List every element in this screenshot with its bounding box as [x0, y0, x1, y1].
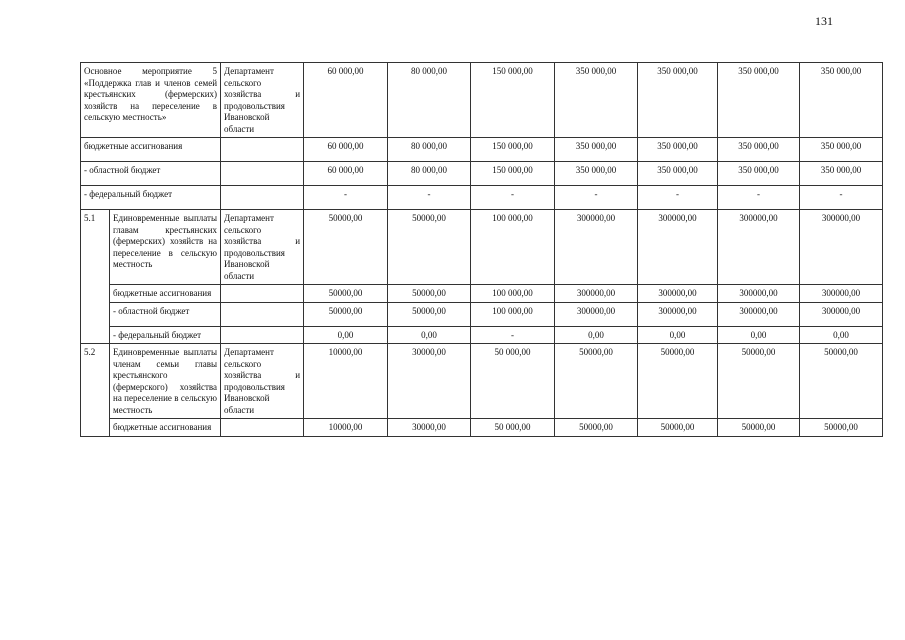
value-cell: - [555, 186, 638, 210]
value-cell: 50000,00 [304, 302, 388, 326]
value-cell: 150 000,00 [471, 162, 555, 186]
value-cell: 300000,00 [800, 210, 883, 285]
budget-row [81, 138, 883, 162]
value-cell: 300000,00 [800, 285, 883, 303]
value-cell: 0,00 [638, 326, 718, 344]
value-cell: 0,00 [388, 326, 471, 344]
row-label: - областной бюджет [81, 162, 221, 186]
empty-cell [221, 186, 304, 210]
empty-cell [221, 138, 304, 162]
budget-row [81, 326, 883, 344]
sub-event-row [81, 344, 883, 419]
value-cell: 50 000,00 [471, 419, 555, 437]
value-cell: 100 000,00 [471, 285, 555, 303]
value-cell: 50000,00 [304, 285, 388, 303]
value-cell: 300000,00 [638, 210, 718, 285]
sub-event-number: 5.2 [81, 344, 110, 437]
sub-event-executor: Департамент сельского хозяйства и продовольствия Ивановской области [221, 344, 304, 419]
value-cell: 10000,00 [304, 344, 388, 419]
value-cell: 350 000,00 [718, 162, 800, 186]
value-cell: 350 000,00 [638, 63, 718, 138]
value-cell: 50000,00 [718, 344, 800, 419]
value-cell: 50000,00 [555, 344, 638, 419]
value-cell: 50000,00 [555, 419, 638, 437]
value-cell: 50000,00 [718, 419, 800, 437]
row-label: - федеральный бюджет [110, 326, 221, 344]
value-cell: 350 000,00 [718, 138, 800, 162]
value-cell: - [471, 186, 555, 210]
sub-event-name: Единовременные выплаты главам крестьянских (фермерских) хозяйств на переселение в сельскую местность [110, 210, 221, 285]
main-event-name: Основное мероприятие 5 «Поддержка глав и членов семей крестьянских (фермерских) хозяйств на переселение в сельскую местность» [81, 63, 221, 138]
value-cell: 350 000,00 [718, 63, 800, 138]
empty-cell [221, 285, 304, 303]
value-cell: - [471, 326, 555, 344]
value-cell: 10000,00 [304, 419, 388, 437]
value-cell: 350 000,00 [800, 162, 883, 186]
row-label: бюджетные ассигнования [110, 419, 221, 437]
value-cell: 300000,00 [718, 210, 800, 285]
main-event-row [81, 63, 883, 138]
value-cell: 300000,00 [800, 302, 883, 326]
value-cell: 50000,00 [638, 344, 718, 419]
budget-row [81, 285, 883, 303]
value-cell: 350 000,00 [638, 162, 718, 186]
value-cell: 0,00 [304, 326, 388, 344]
value-cell: 300000,00 [638, 285, 718, 303]
value-cell: 50000,00 [800, 344, 883, 419]
value-cell: 80 000,00 [388, 138, 471, 162]
value-cell: 300000,00 [638, 302, 718, 326]
value-cell: 300000,00 [718, 302, 800, 326]
value-cell: 350 000,00 [638, 138, 718, 162]
value-cell: 50000,00 [388, 285, 471, 303]
value-cell: - [800, 186, 883, 210]
empty-cell [221, 419, 304, 437]
budget-row [81, 302, 883, 326]
empty-cell [221, 326, 304, 344]
value-cell: - [304, 186, 388, 210]
value-cell: 350 000,00 [800, 63, 883, 138]
value-cell: 350 000,00 [555, 162, 638, 186]
value-cell: 300000,00 [718, 285, 800, 303]
value-cell: 150 000,00 [471, 138, 555, 162]
value-cell: 350 000,00 [800, 138, 883, 162]
value-cell: 50000,00 [800, 419, 883, 437]
value-cell: 60 000,00 [304, 162, 388, 186]
sub-event-row [81, 210, 883, 285]
value-cell: 350 000,00 [555, 138, 638, 162]
sub-event-number: 5.1 [81, 210, 110, 344]
sub-event-name: Единовременные выплаты членам семьи главы крестьянского (фермерского) хозяйства на переселение в сельскую местность [110, 344, 221, 419]
value-cell: 30000,00 [388, 419, 471, 437]
value-cell: 300000,00 [555, 302, 638, 326]
value-cell: 80 000,00 [388, 63, 471, 138]
budget-table [80, 62, 883, 437]
budget-row [81, 419, 883, 437]
value-cell: - [388, 186, 471, 210]
value-cell: 300000,00 [555, 210, 638, 285]
value-cell: 350 000,00 [555, 63, 638, 138]
value-cell: 60 000,00 [304, 63, 388, 138]
value-cell: 0,00 [555, 326, 638, 344]
budget-row [81, 186, 883, 210]
value-cell: 0,00 [718, 326, 800, 344]
value-cell: 50000,00 [388, 210, 471, 285]
value-cell: 150 000,00 [471, 63, 555, 138]
budget-row [81, 162, 883, 186]
empty-cell [221, 302, 304, 326]
sub-event-executor: Департамент сельского хозяйства и продовольствия Ивановской области [221, 210, 304, 285]
value-cell: 50000,00 [388, 302, 471, 326]
page-number: 131 [815, 14, 833, 28]
value-cell: 0,00 [800, 326, 883, 344]
value-cell: 50000,00 [638, 419, 718, 437]
value-cell: 60 000,00 [304, 138, 388, 162]
value-cell: 100 000,00 [471, 210, 555, 285]
value-cell: - [638, 186, 718, 210]
row-label: - федеральный бюджет [81, 186, 221, 210]
row-label: бюджетные ассигнования [110, 285, 221, 303]
value-cell: 30000,00 [388, 344, 471, 419]
main-event-executor: Департамент сельского хозяйства и продовольствия Ивановской области [221, 63, 304, 138]
value-cell: 50000,00 [304, 210, 388, 285]
value-cell: 300000,00 [555, 285, 638, 303]
value-cell: - [718, 186, 800, 210]
empty-cell [221, 162, 304, 186]
row-label: - областной бюджет [110, 302, 221, 326]
value-cell: 50 000,00 [471, 344, 555, 419]
value-cell: 100 000,00 [471, 302, 555, 326]
value-cell: 80 000,00 [388, 162, 471, 186]
row-label: бюджетные ассигнования [81, 138, 221, 162]
